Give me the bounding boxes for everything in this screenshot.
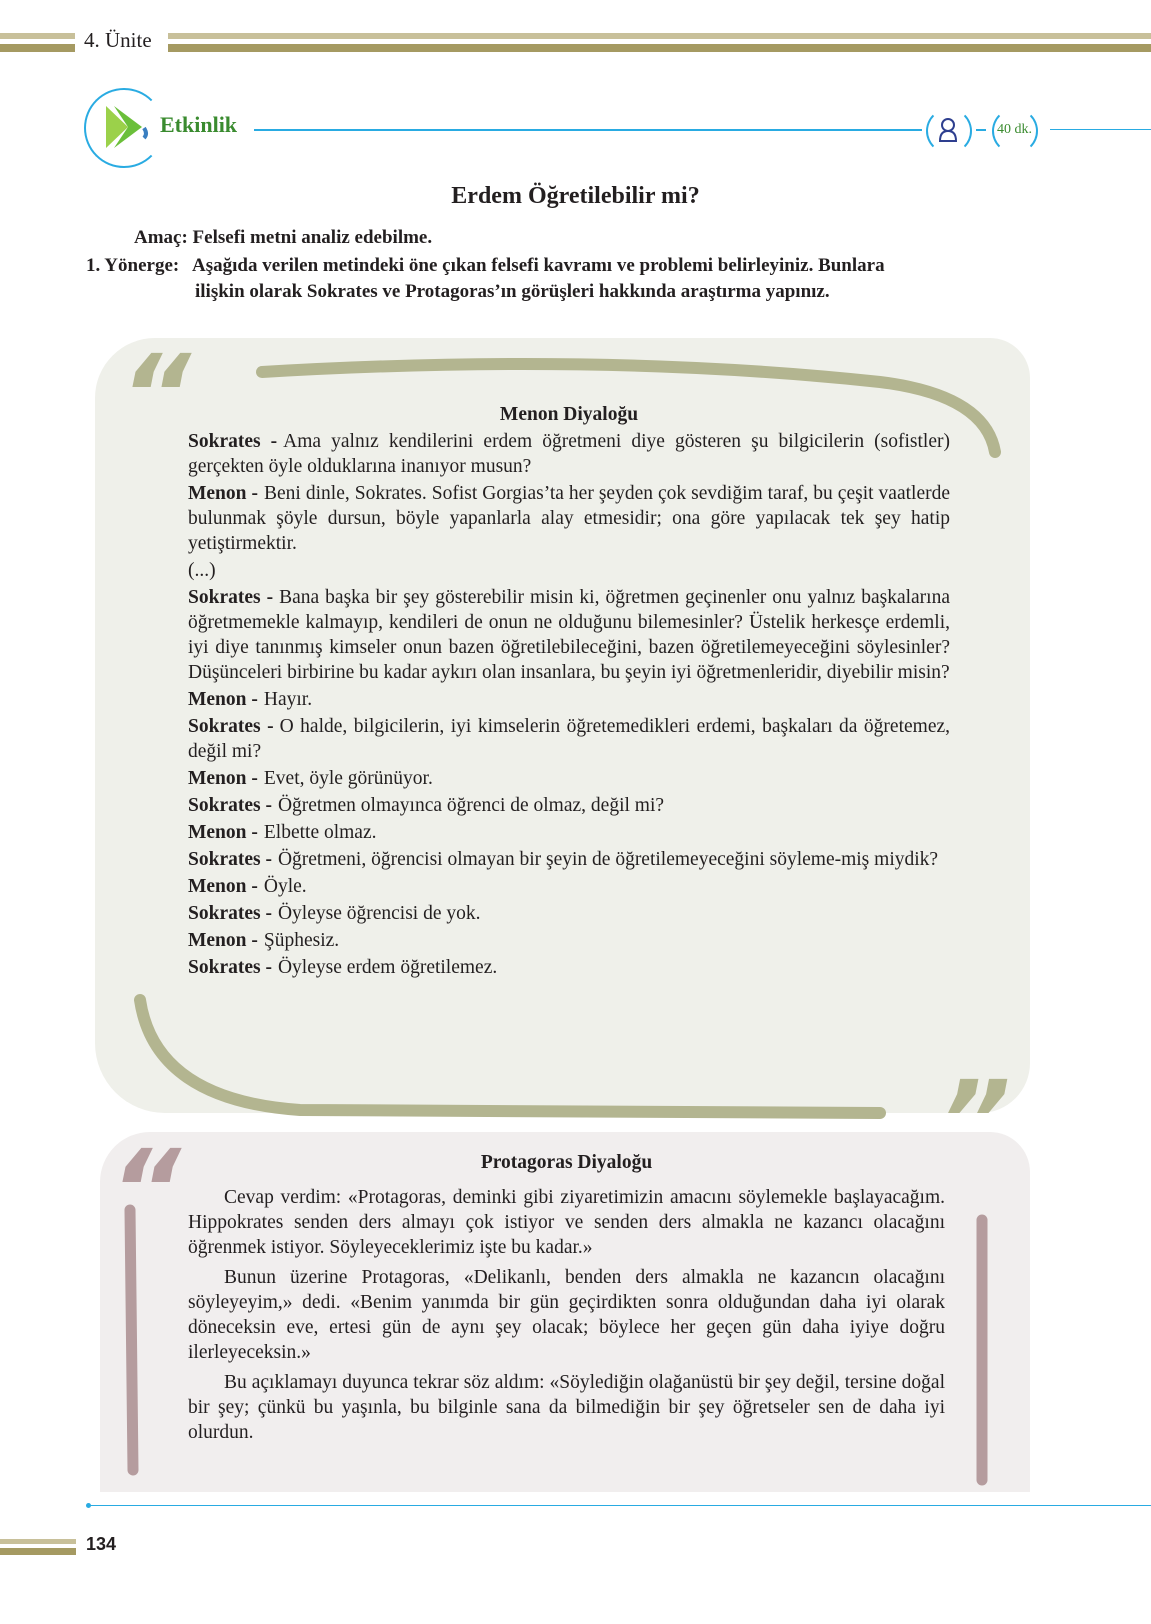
divider-line [1050, 129, 1151, 130]
speaker: Sokrates - [188, 957, 272, 978]
page-title: Erdem Öğretilebilir mi? [451, 183, 700, 209]
utterance: Öğretmeni, öğrencisi olmayan bir şeyin de öğretilemeyeceğini söyleme-miş miydik? [277, 849, 939, 870]
speaker: Sokrates - [188, 849, 272, 870]
menon-title: Menon Diyaloğu [499, 404, 639, 425]
dialogue-entry [188, 687, 950, 712]
paragraph: Bunun üzerine Protagoras, «Delikanlı, benden ders almakla ne kazancın olacağını söyleyeyim,» dedi. «Benim yanımda bir gün geçirdikten sonra olduğundan daha iyi olarak döneceksin eve, ertesi gün de aynı şey olacak; böylece her geçen gün daha iyiye doğru ilerleyeceksin.» [188, 1267, 945, 1363]
aim: Amaç: Felsefi metni analiz edebilme. [134, 227, 433, 248]
open-quote-icon: “ [110, 1126, 181, 1254]
directive-line2: ilişkin olarak Sokrates ve Protagoras’ın görüşleri hakkında araştırma yapınız. [195, 281, 830, 302]
paragraph: Bu açıklamayı duyunca tekrar söz aldım: «Söylediğin olağanüstü bir şey değil, tersine doğal bir şey; çünkü bu yaşınla, bu bilginle sana da bilmediğin bir şey öğretseler sen de daha iyi olurdun. [188, 1372, 945, 1443]
menon-dialogue [188, 402, 950, 982]
divider-line [976, 129, 986, 131]
speaker: Menon - [188, 822, 258, 843]
header-bar [168, 44, 1151, 52]
dialogue-entry [188, 820, 950, 845]
speaker: Menon - [188, 876, 258, 897]
utterance: Öyleyse erdem öğretilemez. [277, 957, 498, 978]
utterance: (...) [188, 560, 216, 581]
speaker: Sokrates - [188, 716, 274, 737]
utterance: Bana başka bir şey gösterebilir misin ki, öğretmen geçinenler onu yalnız başkalarına öğretmemekle kalmayıp, kendileri de onun ne olduğunu bilemesinler? Üstelik herkesçe erdemli, iyi diye tanınmış kimseler onun bazen öğretilebileceğini, bazen öğretilemeyeceğini söylesinler? Düşünceleri birbirine bu kadar aykırı olan insanlara, bu şeyin iyi öğretmenleridir, diyebilir misin? [188, 587, 950, 683]
dialogue-entry [188, 847, 950, 872]
divider-line [254, 129, 922, 131]
utterance: O halde, bilgicilerin, iyi kimselerin öğretemedikleri erdemi, başkaları da öğretemez, değil mi? [188, 716, 951, 762]
utterance: Ama yalnız kendilerini erdem öğretmeni diye gösteren şu bilgicilerin (sofistler) gerçekten öyle olduklarına inanıyor musun? [188, 431, 950, 477]
footer-line [88, 1505, 1151, 1506]
speaker: Sokrates - [188, 587, 274, 608]
footer-bar [0, 1539, 76, 1544]
dialogue-entry [188, 766, 950, 791]
utterance: Öyle. [263, 876, 307, 897]
dialogue-entry [188, 901, 950, 926]
activity-label: Etkinlik [160, 112, 238, 137]
header-bar [168, 33, 1151, 39]
person-icon [937, 117, 959, 143]
footer-dot [86, 1503, 91, 1508]
dialogue-entry [188, 928, 950, 953]
utterance: Öyleyse öğrencisi de yok. [277, 903, 481, 924]
dialogue-entry [188, 955, 950, 980]
dialogue-entry [188, 429, 950, 479]
protagoras-title: Protagoras Diyaloğu [480, 1152, 653, 1173]
speaker: Menon - [188, 768, 258, 789]
unit-label: 4. Ünite [84, 28, 152, 52]
utterance: Şüphesiz. [263, 930, 340, 951]
speaker: Menon - [188, 689, 258, 710]
dialogue-entry [188, 874, 950, 899]
directive-label: 1. Yönerge: [86, 255, 180, 276]
speaker: Sokrates - [188, 795, 272, 816]
speaker: Menon - [188, 930, 258, 951]
speaker: Sokrates - [188, 903, 272, 924]
open-quote-icon: “ [120, 331, 191, 459]
paragraph: Cevap verdim: «Protagoras, deminki gibi ziyaretimizin amacını söylemekle başlayacağım. Hippokrates senden ders almayı çok istiyor ve senden ders almakla ne kazancı olacağını öğrenmek istiyor. Söyleyeceklerimiz işte bu kadar.» [188, 1187, 945, 1258]
speaker: Sokrates - [188, 431, 278, 452]
header-bar [0, 33, 75, 39]
page-number: 134 [86, 1534, 117, 1554]
footer-bar [0, 1548, 76, 1555]
dialogue-entry [188, 558, 950, 583]
directive-line1: Aşağıda verilen metindeki öne çıkan felsefi kavramı ve problemi belirleyiniz. Bunlara [192, 255, 885, 276]
utterance: Öğretmen olmayınca öğrenci de olmaz, değil mi? [277, 795, 665, 816]
dialogue-entry [188, 481, 950, 556]
play-logo-icon [104, 102, 154, 152]
dialogue-entry [188, 793, 950, 818]
utterance: Beni dinle, Sokrates. Sofist Gorgias’ta her şeyden çok sevdiğim taraf, bu çeşit vaatlerde bulunmak şöyle dursun, böyle yapanlarla alay etmesidir; ona göre yapılacak tek şey hatip yetiştirmektir. [188, 483, 950, 554]
dialogue-entry [188, 585, 950, 685]
menon-entries [188, 429, 950, 980]
speaker: Menon - [188, 483, 259, 504]
protagoras-dialogue [188, 1150, 945, 1450]
close-quote-icon: ” [940, 1057, 1011, 1185]
dialogue-entry [188, 714, 950, 764]
utterance: Elbette olmaz. [263, 822, 377, 843]
utterance: Hayır. [263, 689, 313, 710]
duration: 40 dk. [997, 122, 1032, 137]
utterance: Evet, öyle görünüyor. [263, 768, 433, 789]
header-bar [0, 44, 75, 52]
directive [86, 253, 1026, 305]
